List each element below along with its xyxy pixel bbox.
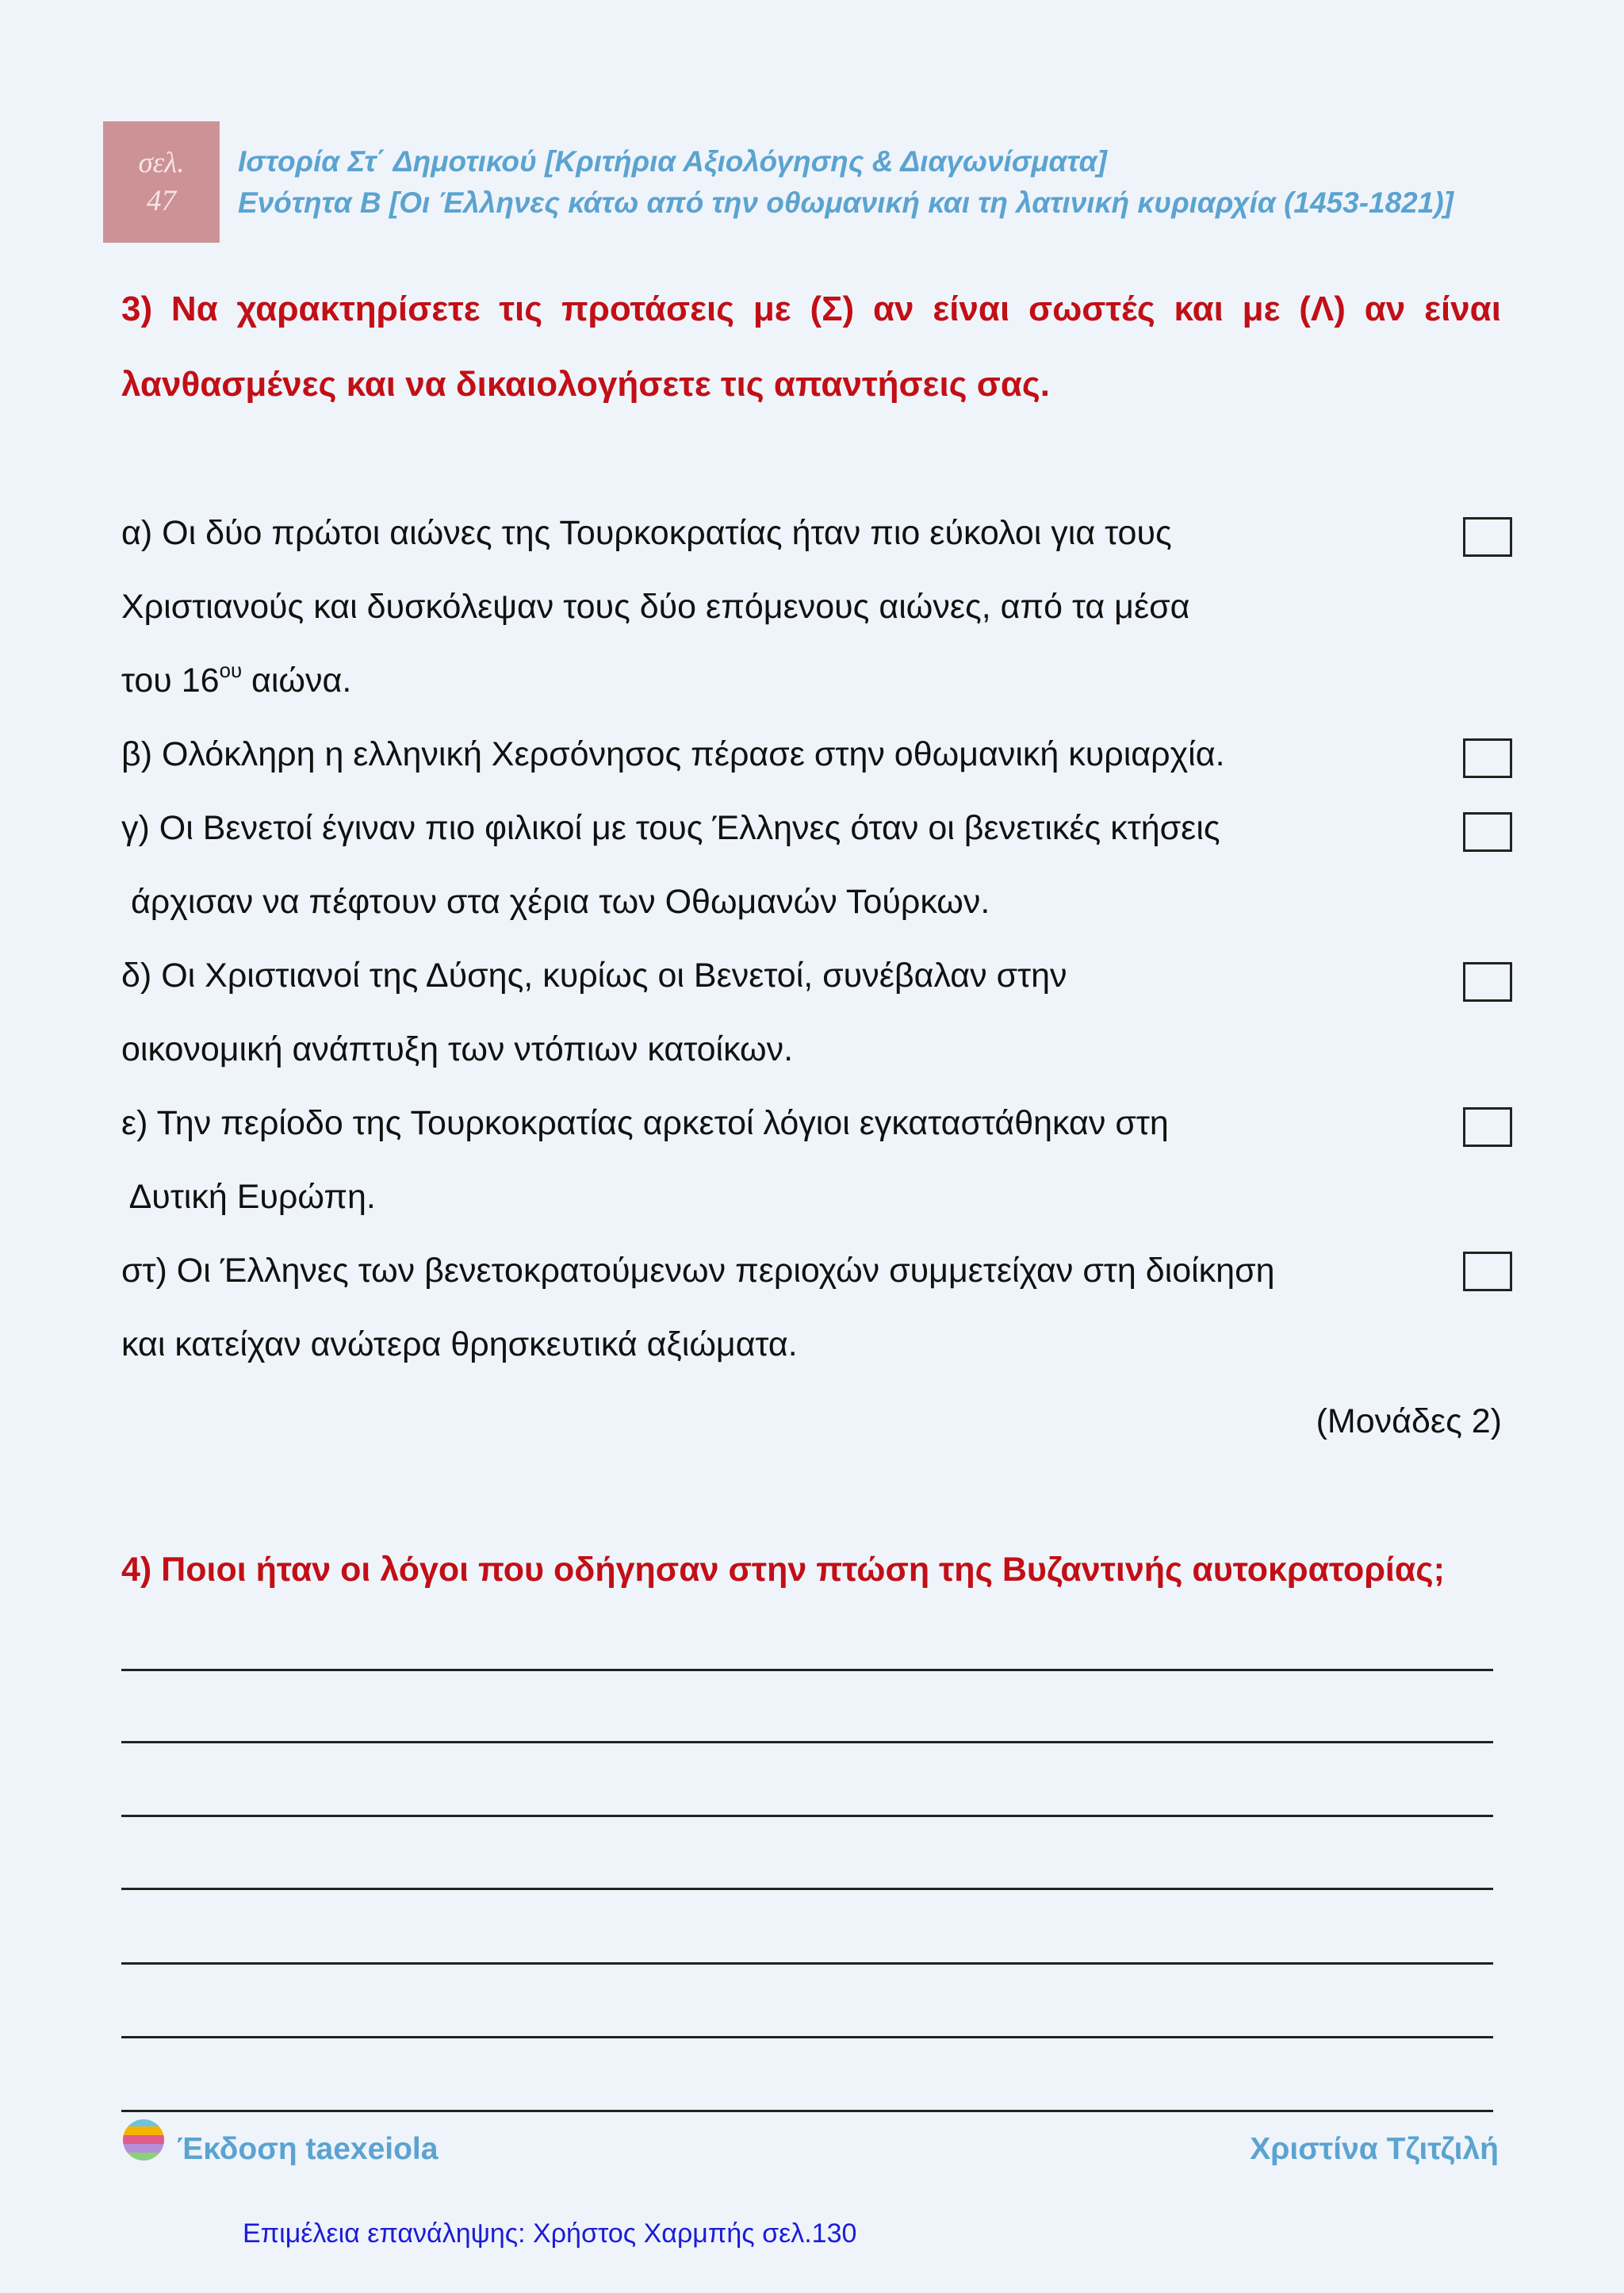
q3-word: χαρακτηρίσετε: [236, 290, 481, 328]
q3-word: σωστές: [1028, 290, 1155, 328]
question3-title-line1: [121, 290, 1501, 329]
q3-word: 3): [121, 290, 153, 328]
q3-word: προτάσεις: [561, 290, 735, 328]
answer-line[interactable]: [121, 1669, 1493, 1671]
q3-word: αν: [872, 290, 914, 328]
superscript: ου: [219, 660, 243, 683]
edit-note: Επιμέλεια επανάληψης: Χρήστος Χαρμπής σελ.130: [243, 2218, 857, 2249]
q3-word: (Λ): [1299, 290, 1346, 328]
statement-f-line2: και κατείχαν ανώτερα θρησκευτικά αξιώματα.: [121, 1325, 798, 1363]
publisher-logo-icon: [121, 2118, 166, 2162]
answer-line[interactable]: [121, 2110, 1493, 2112]
q3-word: με: [1242, 290, 1281, 328]
statement-a-text: του 16: [121, 661, 220, 700]
statement-d-line1: δ) Οι Χριστιανοί της Δύσης, κυρίως οι Βενετοί, συνέβαλαν στην: [121, 957, 1067, 995]
answer-line[interactable]: [121, 2036, 1493, 2038]
q3-word: Να: [170, 290, 218, 328]
statement-a-line2: Χριστιανούς και δυσκόλεψαν τους δύο επόμενους αιώνες, από τα μέσα: [121, 588, 1190, 626]
answer-line[interactable]: [121, 1962, 1493, 1965]
points-label: (Μονάδες 2): [1316, 1402, 1502, 1440]
publisher-name: Έκδοση taexeiola: [177, 2132, 439, 2166]
statement-a-line1: α) Οι δύο πρώτοι αιώνες της Τουρκοκρατίας ήταν πιο εύκολοι για τους: [121, 514, 1172, 552]
page-number-badge: [103, 121, 220, 243]
q3-word: με: [753, 290, 791, 328]
document-header: [238, 141, 1454, 224]
header-title-line1: Ιστορία Στ΄ Δημοτικού [Κριτήρια Αξιολόγησης & Διαγωνίσματα]: [238, 145, 1107, 178]
answer-checkbox-a[interactable]: [1463, 517, 1512, 557]
statement-c-line1: γ) Οι Βενετοί έγιναν πιο φιλικοί με τους Έλληνες όταν οι βενετικές κτήσεις: [121, 809, 1220, 847]
q3-word: τις: [499, 290, 543, 328]
page-number: 47: [147, 184, 176, 217]
q3-word: είναι: [1424, 290, 1501, 328]
statement-c-line2: άρχισαν να πέφτουν στα χέρια των Οθωμανών Τούρκων.: [121, 883, 990, 921]
q3-word: είναι: [933, 290, 1010, 328]
answer-line[interactable]: [121, 1815, 1493, 1817]
q3-word: και: [1174, 290, 1224, 328]
answer-checkbox-d[interactable]: [1463, 962, 1512, 1002]
question3-title-line2: λανθασμένες και να δικαιολογήσετε τις απαντήσεις σας.: [121, 365, 1051, 404]
answer-line[interactable]: [121, 1741, 1493, 1743]
answer-checkbox-c[interactable]: [1463, 812, 1512, 852]
answer-checkbox-b[interactable]: [1463, 738, 1512, 778]
answer-checkbox-e[interactable]: [1463, 1107, 1512, 1147]
answer-checkbox-f[interactable]: [1463, 1252, 1512, 1291]
q3-word: αν: [1364, 290, 1406, 328]
q3-word: (Σ): [810, 290, 855, 328]
header-title-line2: Ενότητα Β [Οι Έλληνες κάτω από την οθωμανική και τη λατινική κυριαρχία (1453-1821)]: [238, 186, 1454, 219]
author-name: Χριστίνα Τζιτζιλή: [1250, 2132, 1499, 2166]
question4-title: 4) Ποιοι ήταν οι λόγοι που οδήγησαν στην πτώση της Βυζαντινής αυτοκρατορίας;: [121, 1551, 1445, 1589]
page-label: σελ.: [138, 146, 185, 179]
answer-line[interactable]: [121, 1888, 1493, 1890]
statement-f-line1: στ) Οι Έλληνες των βενετοκρατούμενων περιοχών συμμετείχαν στη διοίκηση: [121, 1252, 1275, 1290]
statement-a-line3: [121, 661, 351, 700]
statement-e-line1: ε) Την περίοδο της Τουρκοκρατίας αρκετοί λόγιοι εγκαταστάθηκαν στη: [121, 1104, 1169, 1142]
statement-b-line1: β) Ολόκληρη η ελληνική Χερσόνησος πέρασε στην οθωμανική κυριαρχία.: [121, 735, 1225, 773]
statement-d-line2: οικονομική ανάπτυξη των ντόπιων κατοίκων.: [121, 1030, 794, 1068]
statement-a-text-end: αιώνα.: [242, 661, 352, 700]
statement-e-line2: Δυτική Ευρώπη.: [121, 1178, 376, 1216]
